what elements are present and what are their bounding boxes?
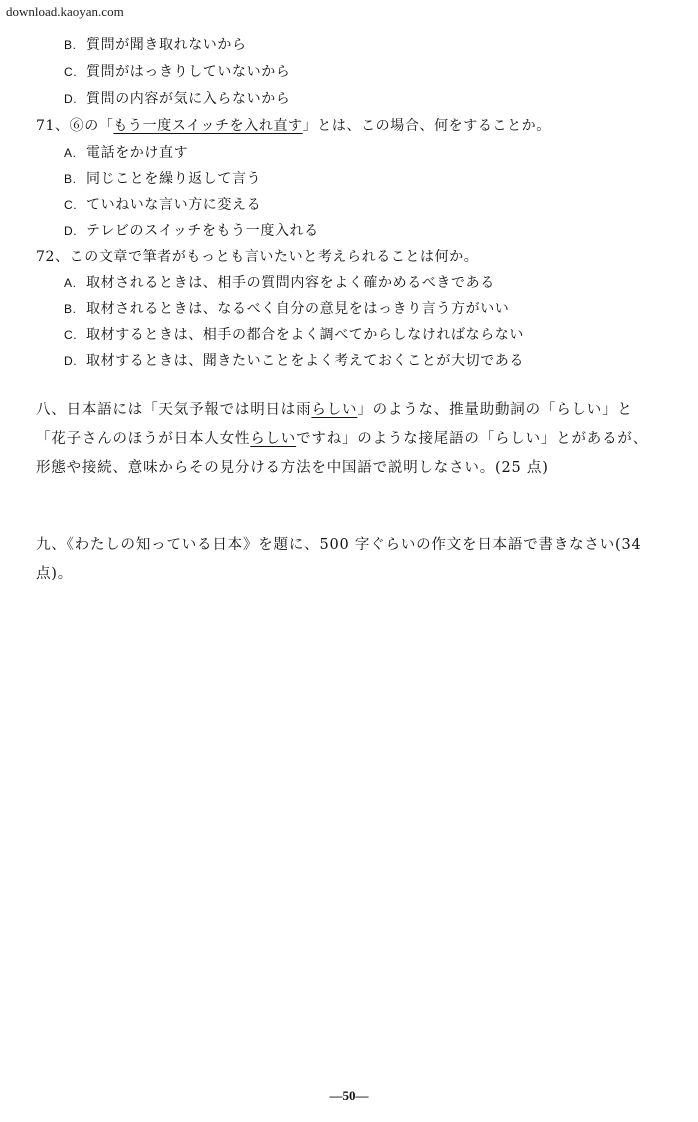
q71-prefix: 71、⑥の「 <box>36 118 114 134</box>
option-label: A. <box>64 276 77 290</box>
section9-question: 九、《わたしの知っている日本》を題に、500 字ぐらいの作文を日本語で書きなさい(34 点)。 <box>36 537 642 582</box>
q71-option-c <box>64 194 261 214</box>
q72-stem: 72、この文章で筆者がもっとも言いたいと考えられることは何か。 <box>36 249 479 265</box>
section8-underlined-1: らしい <box>311 402 358 418</box>
section8-question <box>36 396 662 483</box>
q70-option-d <box>64 88 290 108</box>
section8-text-2: 」のような、推量助動詞の「らしい」と「花子さんのほうが日本人女性 <box>36 402 633 447</box>
option-text: 質問がはっきりしていないから <box>86 64 291 80</box>
q70-option-c <box>64 61 290 81</box>
source-watermark: download.kaoyan.com <box>6 4 124 19</box>
q72-option-d <box>64 350 524 370</box>
option-label: B. <box>64 38 77 52</box>
section8-text-3: ですね」のような接尾語の「らしい」とがあるが、形態や接続、意味からその見分ける方法を中国語で説明しなさい。(25 点) <box>36 431 649 476</box>
q71-suffix: 」とは、この場合、何をすることか。 <box>302 118 551 134</box>
q72-option-c <box>64 324 524 344</box>
q71-option-d <box>64 220 319 240</box>
option-label: B. <box>64 172 77 186</box>
option-text: 取材されるときは、相手の質問内容をよく確かめるべきである <box>86 275 495 291</box>
q71-option-b <box>64 168 261 188</box>
option-label: A. <box>64 146 77 160</box>
option-label: D. <box>64 92 78 106</box>
q71-option-a <box>64 142 188 162</box>
section8-underlined-2: らしい <box>250 431 297 447</box>
option-text: 電話をかけ直す <box>86 145 189 161</box>
option-text: 質問が聞き取れないから <box>86 37 247 53</box>
option-label: D. <box>64 354 78 368</box>
option-label: B. <box>64 302 77 316</box>
q70-option-b <box>64 34 247 54</box>
option-text: テレビのスイッチをもう一度入れる <box>86 223 319 239</box>
q71-stem <box>36 115 551 135</box>
q72-option-a <box>64 272 495 292</box>
page-number: —50— <box>329 1088 369 1103</box>
option-label: C. <box>64 328 78 342</box>
option-text: 同じことを繰り返して言う <box>86 171 262 187</box>
section8-text-1: 八、日本語には「天気予報では明日は雨 <box>36 402 312 418</box>
option-label: D. <box>64 224 78 238</box>
option-text: 質問の内容が気に入らないから <box>86 91 291 107</box>
option-text: ていねいな言い方に変える <box>86 197 262 213</box>
option-text: 取材するときは、相手の都合をよく調べてからしなければならない <box>86 327 524 343</box>
option-label: C. <box>64 65 78 79</box>
q72-option-b <box>64 298 509 318</box>
option-text: 取材するときは、聞きたいことをよく考えておくことが大切である <box>86 353 524 369</box>
q71-underlined-phrase: もう一度スイッチを入れ直す <box>113 118 303 134</box>
option-label: C. <box>64 198 78 212</box>
option-text: 取材されるときは、なるべく自分の意見をはっきり言う方がいい <box>86 301 510 317</box>
